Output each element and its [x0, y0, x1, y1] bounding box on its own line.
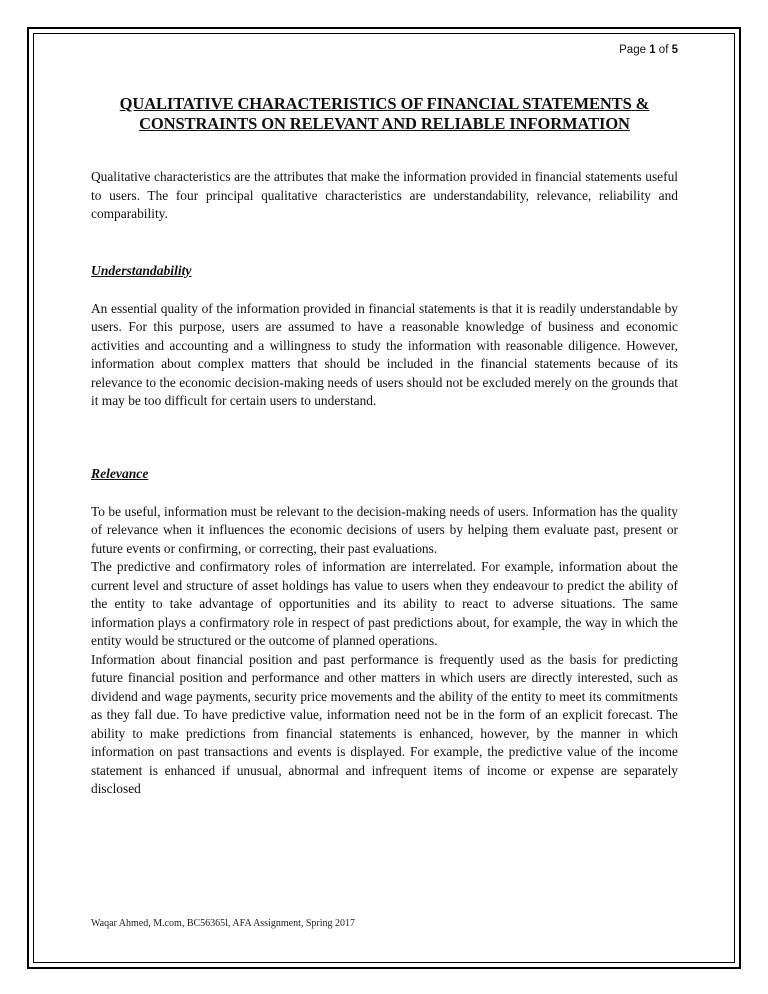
- document-title: QUALITATIVE CHARACTERISTICS OF FINANCIAL STATEMENTS & CONSTRAINTS ON RELEVANT AND RELIABLE INFORMATION: [119, 94, 650, 133]
- intro-paragraph: Qualitative characteristics are the attributes that make the information provided in financial statements useful to users. The four principal qualitative characteristics are understandability, relevance, reliability and comparability.: [91, 169, 678, 221]
- document-body: [91, 94, 678, 799]
- understandability-paragraph: An essential quality of the information provided in financial statements is that it is readily understandable by users. For this purpose, users are assumed to have a reasonable knowledge of business and economic activities and accounting and a willingness to study the information with reasonable diligence. However, information about complex matters that should be included in the financial statements because of its relevance to the economic decision-making needs of users should not be excluded merely on the grounds that it may be too difficult for certain users to understand.: [91, 300, 678, 408]
- relevance-paragraph-3: Information about financial position and past performance is frequently used as the basis for predicting future financial position and performance and other matters in which users are directly interested, such as dividend and wage payments, security price movements and the ability of the entity to meet its commitments as they fall due. To have predictive value, information need not be in the form of an explicit forecast. The ability to make predictions from financial statements is enhanced, however, by the manner in which information on past transactions and events is displayed. For example, the predictive value of the income statement is enhanced if unusual, abnormal and infrequent items of income or expense are separately disclosed: [91, 651, 678, 796]
- section-heading-understandability: Understandability: [91, 262, 192, 278]
- relevance-paragraph-2: The predictive and confirmatory roles of information are interrelated. For example, information about the current level and structure of asset holdings has value to users when they endeavour to predict the ability of the entity to take advantage of opportunities and its ability to react to adverse situations. The same information plays a confirmatory role in respect of past predictions about, for example, the way in which the entity would be structured or the outcome of planned operations.: [91, 559, 678, 648]
- relevance-paragraph-1: To be useful, information must be relevant to the decision-making needs of users. Information has the quality of relevance when it influences the economic decisions of users by helping them evaluate past, present or future events or confirming, or correcting, their past evaluations.: [91, 503, 678, 556]
- page-number: Page 1 of 5: [619, 44, 678, 56]
- page-footer: Waqar Ahmed, M.com, BC56365l, AFA Assignment, Spring 2017: [91, 918, 356, 929]
- section-heading-relevance: Relevance: [91, 465, 149, 481]
